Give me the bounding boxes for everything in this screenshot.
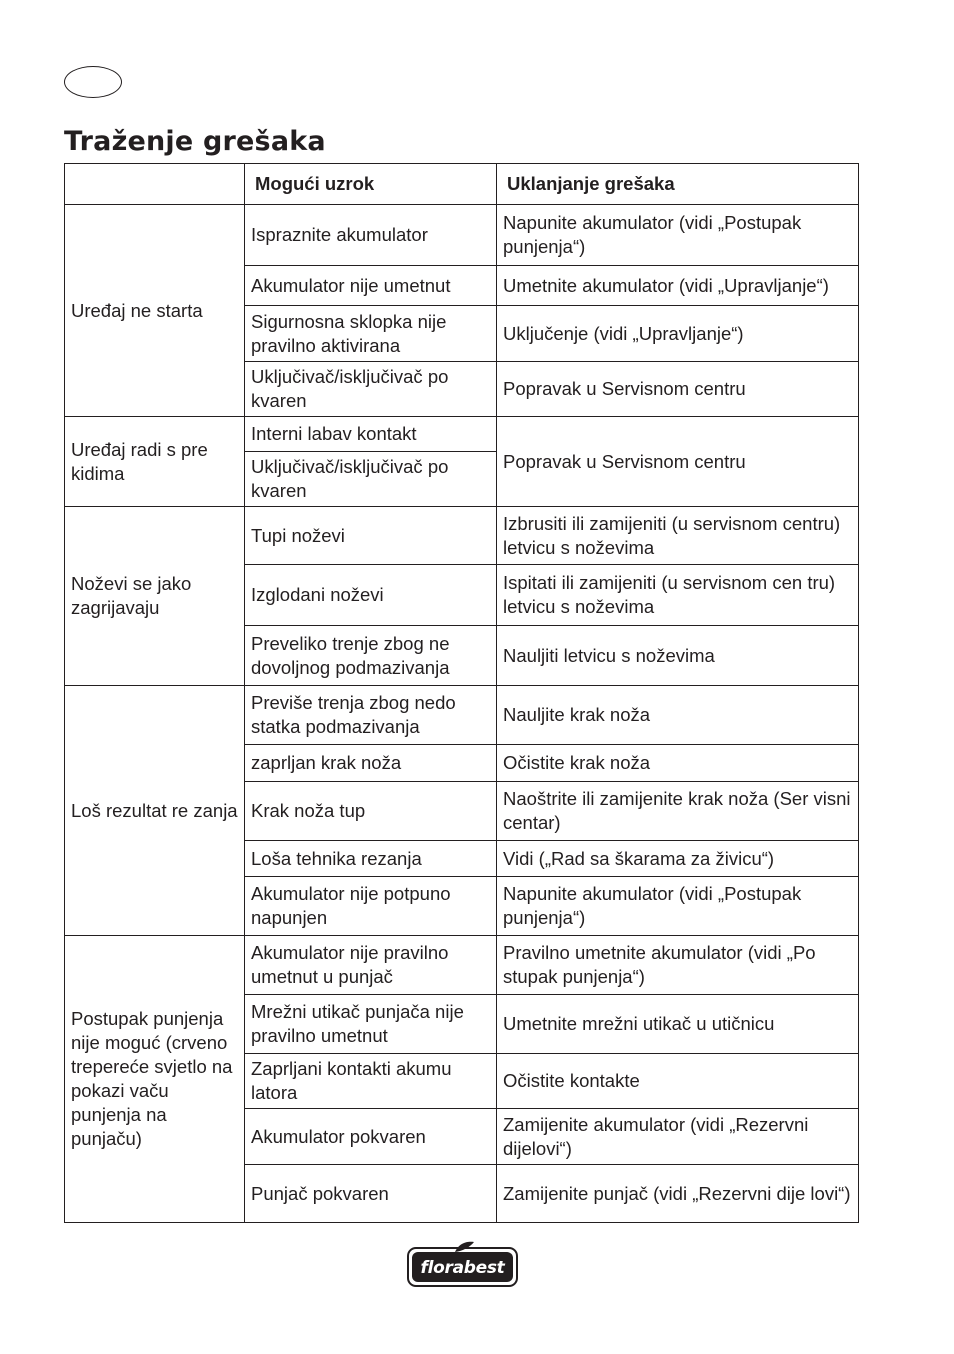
remedy-cell: Umetnite akumulator (vidi „Upravljanje“) <box>497 266 859 306</box>
remedy-cell: Napunite akumulator (vidi „Postupak punjenja“) <box>497 877 859 936</box>
cause-cell: zaprljan krak noža <box>245 745 497 782</box>
page-title: Traženje grešaka <box>64 126 326 157</box>
cause-cell: Akumulator pokvaren <box>245 1109 497 1165</box>
remedy-cell: Nauljite krak noža <box>497 686 859 745</box>
remedy-cell: Vidi („Rad sa škarama za živicu“) <box>497 841 859 877</box>
remedy-cell: Nauljiti letvicu s noževima <box>497 626 859 686</box>
table-row <box>65 507 859 565</box>
remedy-cell: Popravak u Servisnom centru <box>497 417 859 507</box>
table-row <box>65 936 859 995</box>
cause-cell: Akumulator nije pravilno umetnut u punjač <box>245 936 497 995</box>
cause-cell: Ispraznite akumulator <box>245 205 497 266</box>
brand-logo-badge <box>412 1252 513 1282</box>
remedy-cell: Izbrusiti ili zamijeniti (u servisnom centru) letvicu s noževima <box>497 507 859 565</box>
header-cause: Mogući uzrok <box>245 164 497 205</box>
leaf-icon <box>453 1241 475 1253</box>
remedy-cell: Popravak u Servisnom centru <box>497 362 859 417</box>
remedy-cell: Ispitati ili zamijeniti (u servisnom cen tru) letvicu s noževima <box>497 565 859 626</box>
problem-cell: Uređaj ne starta <box>65 205 245 417</box>
header-problem <box>65 164 245 205</box>
problem-cell: Uređaj radi s pre kidima <box>65 417 245 507</box>
cause-cell: Sigurnosna sklopka nije pravilno aktivirana <box>245 306 497 362</box>
cause-cell: Preveliko trenje zbog ne dovoljnog podmazivanja <box>245 626 497 686</box>
header-remedy: Uklanjanje grešaka <box>497 164 859 205</box>
remedy-cell: Zamijenite punjač (vidi „Rezervni dije lovi“) <box>497 1165 859 1223</box>
troubleshooting-table <box>64 163 859 1223</box>
brand-logo <box>407 1247 518 1287</box>
remedy-cell: Očistite krak noža <box>497 745 859 782</box>
problem-cell: Loš rezultat re zanja <box>65 686 245 936</box>
cause-cell: Interni labav kontakt <box>245 417 497 452</box>
cause-cell: Krak noža tup <box>245 782 497 841</box>
cause-cell: Izglodani noževi <box>245 565 497 626</box>
problem-cell: Postupak punjenja nije moguć (crveno trepereće svjetlo na pokazi vaču punjenja na punjaču) <box>65 936 245 1223</box>
remedy-cell: Uključenje (vidi „Upravljanje“) <box>497 306 859 362</box>
cause-cell: Mrežni utikač punjača nije pravilno umetnut <box>245 995 497 1054</box>
table-row <box>65 205 859 266</box>
cause-cell: Punjač pokvaren <box>245 1165 497 1223</box>
cause-cell: Previše trenja zbog nedo statka podmazivanja <box>245 686 497 745</box>
cause-cell: Tupi noževi <box>245 507 497 565</box>
cause-cell: Akumulator nije potpuno napunjen <box>245 877 497 936</box>
cause-cell: Uključivač/isključivač po kvaren <box>245 362 497 417</box>
remedy-cell: Očistite kontakte <box>497 1054 859 1109</box>
remedy-cell: Umetnite mrežni utikač u utičnicu <box>497 995 859 1054</box>
remedy-cell: Zamijenite akumulator (vidi „Rezervni dijelovi“) <box>497 1109 859 1165</box>
language-badge <box>64 66 122 98</box>
cause-cell: Akumulator nije umetnut <box>245 266 497 306</box>
problem-cell: Noževi se jako zagrijavaju <box>65 507 245 686</box>
table-row <box>65 686 859 745</box>
cause-cell: Zaprljani kontakti akumu latora <box>245 1054 497 1109</box>
table-header-row <box>65 164 859 205</box>
remedy-cell: Napunite akumulator (vidi „Postupak punjenja“) <box>497 205 859 266</box>
table-row <box>65 417 859 452</box>
cause-cell: Loša tehnika rezanja <box>245 841 497 877</box>
cause-cell: Uključivač/isključivač po kvaren <box>245 452 497 507</box>
remedy-cell: Naoštrite ili zamijenite krak noža (Ser visni centar) <box>497 782 859 841</box>
remedy-cell: Pravilno umetnite akumulator (vidi „Po stupak punjenja“) <box>497 936 859 995</box>
brand-logo-text: florabest <box>420 1258 505 1278</box>
